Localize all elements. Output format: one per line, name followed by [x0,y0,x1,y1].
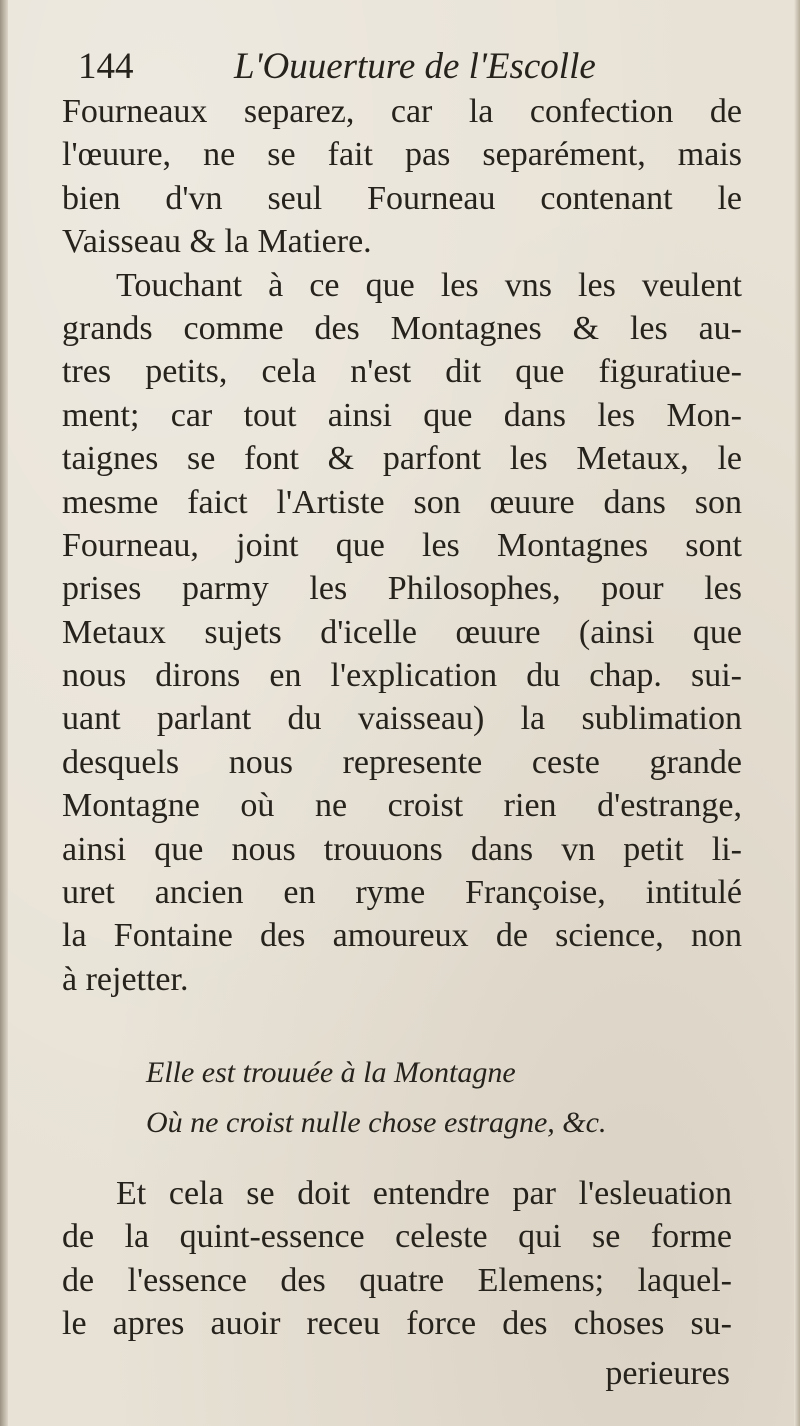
verse-quotation [146,1048,686,1148]
text-line: uret ancien en ryme Françoise, intitulé [62,874,742,912]
text-line: la Fontaine des amoureux de science, non [62,917,742,955]
text-line: Fourneau, joint que les Montagnes sont [62,526,742,564]
text-line: le apres auoir receu force des choses su- [62,1305,732,1343]
text-line: l'œuure, ne se fait pas separément, mais [62,136,742,174]
text-line: ainsi que nous trouuons dans vn petit li- [62,830,742,868]
running-title: L'Ouuerture de l'Escolle [234,46,596,87]
verse-line: Elle est trouuée à la Montagne [146,1056,516,1089]
text-line: prises parmy les Philosophes, pour les [62,570,742,608]
text-line: mesme faict l'Artiste son œuure dans son [62,483,742,521]
text-line: Et cela se doit entendre par l'esleuation [116,1175,732,1212]
text-line: Vaisseau & la Matiere. [62,223,372,261]
text-line: Touchant à ce que les vns les veulent [116,266,742,304]
page-number: 144 [78,46,134,87]
text-line: de la quint-essence celeste qui se forme [62,1218,732,1256]
text-line: grands comme des Montagnes & les au- [62,309,742,347]
text-line: uant parlant du vaisseau) la sublimation [62,700,742,738]
text-line: taignes se font & parfont les Metaux, le [62,440,742,478]
page-edge-left [0,0,8,1426]
text-line: de l'essence des quatre Elemens; laquel- [62,1261,732,1299]
catchword: perieures [605,1355,730,1392]
text-line: Montagne où ne croist rien d'estrange, [62,787,742,825]
text-line: nous dirons en l'explication du chap. sui- [62,657,742,695]
text-line: à rejetter. [62,960,189,998]
text-line: bien d'vn seul Fourneau contenant le [62,179,742,217]
page-header [78,42,718,92]
text-line: Fourneaux separez, car la confection de [62,93,742,130]
verse-line: Où ne croist nulle chose estragne, &c. [146,1106,607,1139]
page-edge-right [794,0,800,1426]
main-text-block [62,90,742,1001]
closing-text-block [62,1172,732,1346]
text-line: ment; car tout ainsi que dans les Mon- [62,396,742,434]
text-line: Metaux sujets d'icelle œuure (ainsi que [62,613,742,651]
text-line: tres petits, cela n'est dit que figuratiue- [62,353,742,391]
text-line: desquels nous represente ceste grande [62,743,742,781]
